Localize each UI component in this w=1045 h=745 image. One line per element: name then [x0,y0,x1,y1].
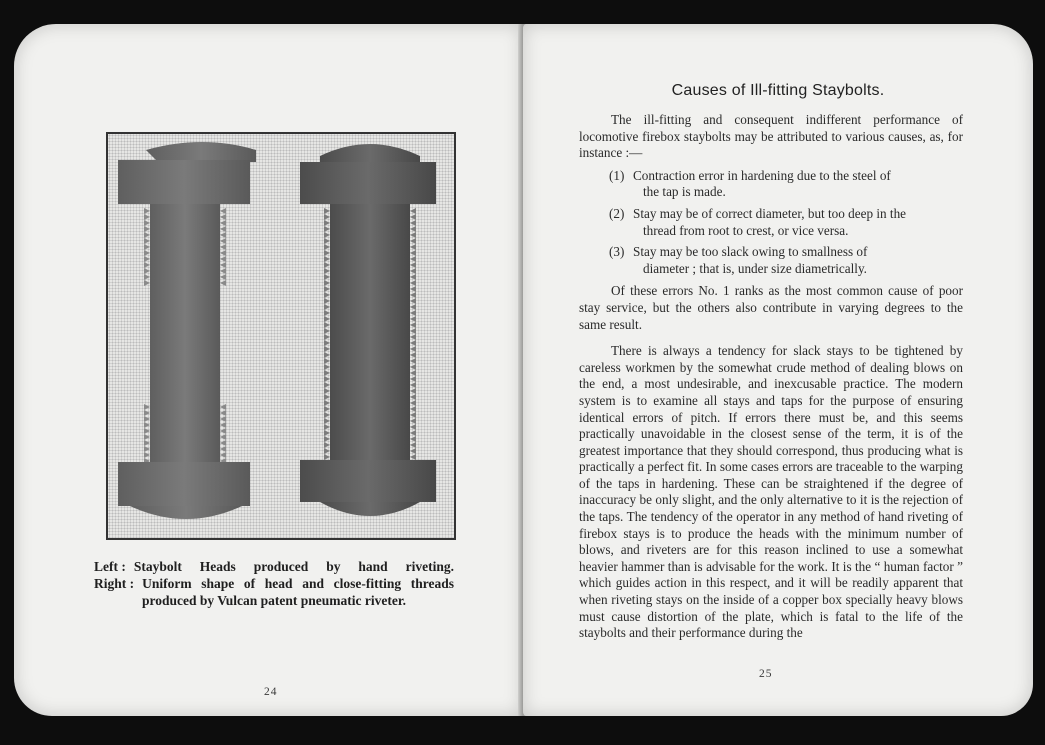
thread-ridge [324,298,330,304]
thread-ridge [220,220,226,226]
thread-ridge [324,286,330,292]
thread-ridge [220,452,226,458]
thread-ridge [220,416,226,422]
thread-ridge [410,310,416,316]
caption-right-text-line1: Uniform shape of head and close-fitting threads [142,576,454,591]
thread-ridge [220,428,226,434]
thread-ridge [324,334,330,340]
list-item-number: (1) [609,167,625,183]
thread-ridge [220,434,226,440]
thread-ridge [144,244,150,250]
thread-ridge [324,256,330,262]
thread-ridge [324,238,330,244]
thread-ridge [220,214,226,220]
thread-ridge [410,316,416,322]
list-item-line1: Contraction error in hardening due to the steel of [633,167,891,183]
thread-ridge [324,274,330,280]
thread-ridge [144,268,150,274]
list-item-line1: Stay may be too slack owing to smallness of [633,244,868,260]
thread-ridge [410,370,416,376]
caption-left-text: Staybolt Heads produced by hand riveting. [133,559,454,574]
thread-ridge [220,410,226,416]
thread-ridge [220,280,226,286]
thread-ridge [410,274,416,280]
thread-ridge [144,214,150,220]
paragraph-tendency: There is always a tendency for slack stays to be tightened by careless workmen by the somewhat crude method of dealing blows on the end, a most undesirable, and inexcusable practice. The modern system is to examine all stays and taps for the purpose of ensuring identical errors of pitch. If errors there must be, and this seems practically unavoidable in the closest sense of the term, it is of the greatest importance that they should correspond, thus producing what is practically a perfect fit. In some cases errors are traceable to the warping of the taps in hardening. These can be straightened if the degree of inaccuracy be only slight, and the only alternative to it is the rejection of the taps. The tendency of the operator in any method of hand riveting of firebox stays is to produce the heads with the minimum number of blows, and riveters are for this reason inclined to use a somewhat heavier hammer than is advisable for the work. It is the “ human factor ” which guides action in this respect, and it will be readily apparent that when riveting stays on the inside of a copper box specially heavy blows must cause distortion of the plate, which is fatal to the life of the staybolts and their performance during the [579,343,963,641]
thread-ridge [324,250,330,256]
causes-list [609,168,963,278]
list-item-line2: the tap is made. [643,184,726,200]
thread-ridge [410,232,416,238]
thread-ridge [324,388,330,394]
page-heading: Causes of Ill-fitting Staybolts. [671,82,885,99]
staybolt-drawing [108,134,454,538]
thread-ridge [144,256,150,262]
thread-ridge [410,256,416,262]
thread-ridge [324,292,330,298]
thread-ridge [324,442,330,448]
thread-ridge [410,388,416,394]
thread-ridge [144,440,150,446]
thread-ridge [324,382,330,388]
thread-ridge [410,262,416,268]
caption-right-label: Right : [94,576,135,591]
thread-ridge [324,430,330,436]
thread-ridge [144,238,150,244]
thread-ridge [324,208,330,214]
thread-ridge [324,214,330,220]
thread-ridge [324,346,330,352]
thread-ridge [410,214,416,220]
thread-ridge [410,424,416,430]
thread-ridge [144,232,150,238]
thread-ridge [410,340,416,346]
thread-ridge [410,268,416,274]
thread-ridge [410,238,416,244]
page-number-right: 25 [759,668,773,680]
left-staybolt [118,142,256,519]
thread-ridge [324,268,330,274]
list-item [609,168,963,201]
thread-ridge [410,364,416,370]
thread-ridge [410,280,416,286]
thread-ridge [410,400,416,406]
thread-ridge [410,292,416,298]
thread-ridge [324,244,330,250]
thread-ridge [220,232,226,238]
thread-ridge [144,422,150,428]
thread-ridge [144,410,150,416]
thread-ridge [410,376,416,382]
thread-ridge [324,358,330,364]
thread-ridge [410,298,416,304]
thread-ridge [144,280,150,286]
thread-ridge [410,442,416,448]
thread-ridge [410,334,416,340]
thread-ridge [324,376,330,382]
right-staybolt [300,144,436,516]
thread-ridge [324,364,330,370]
thread-ridge [324,316,330,322]
caption-right-text-line2: produced by Vulcan patent pneumatic riveter. [141,593,407,608]
thread-ridge [324,448,330,454]
list-item-line2: thread from root to crest, or vice versa. [643,222,849,238]
thread-ridge [410,250,416,256]
thread-ridge [220,440,226,446]
thread-ridge [144,220,150,226]
thread-ridge [220,268,226,274]
thread-ridge [410,418,416,424]
thread-ridge [410,226,416,232]
thread-ridge [410,322,416,328]
thread-ridge [220,256,226,262]
thread-ridge [324,340,330,346]
thread-ridge [324,418,330,424]
thread-ridge [144,446,150,452]
thread-ridge [410,448,416,454]
thread-ridge [220,446,226,452]
thread-ridge [144,404,150,410]
thread-ridge [410,346,416,352]
thread-ridge [410,394,416,400]
thread-ridge [324,406,330,412]
thread-ridge [324,304,330,310]
thread-ridge [144,208,150,214]
thread-ridge [144,434,150,440]
thread-ridge [220,274,226,280]
thread-ridge [410,286,416,292]
thread-ridge [324,226,330,232]
thread-ridge [324,310,330,316]
thread-ridge [324,328,330,334]
thread-ridge [324,412,330,418]
thread-ridge [144,274,150,280]
list-item-number: (2) [609,205,625,221]
paragraph-errors: Of these errors No. 1 ranks as the most common cause of poor stay service, but the others also contribute in varying degrees to the same result. [579,283,963,332]
intro-paragraph: The ill-fitting and consequent indifferent performance of locomotive firebox staybolts may be attributed to various causes, as, for instance :— [579,112,963,161]
list-item-line1: Stay may be of correct diameter, but too deep in the [633,205,907,221]
thread-ridge [144,452,150,458]
illustration-caption [94,558,454,609]
thread-ridge [410,412,416,418]
thread-ridge [324,352,330,358]
thread-ridge [144,226,150,232]
thread-ridge [410,244,416,250]
staybolt-illustration [106,132,456,540]
page-body [579,112,963,648]
thread-ridge [220,262,226,268]
list-item-number: (3) [609,244,625,260]
thread-ridge [410,406,416,412]
page-number-left: 24 [264,686,278,698]
caption-left-label: Left : [94,559,126,574]
list-item [609,244,963,277]
thread-ridge [410,358,416,364]
thread-ridge [324,280,330,286]
thread-ridge [144,262,150,268]
thread-ridge [324,232,330,238]
thread-ridge [220,238,226,244]
thread-ridge [410,304,416,310]
thread-ridge [410,430,416,436]
right-page [523,24,1033,716]
thread-ridge [324,394,330,400]
thread-ridge [220,250,226,256]
thread-ridge [144,428,150,434]
thread-ridge [410,436,416,442]
thread-ridge [410,220,416,226]
thread-ridge [410,328,416,334]
thread-ridge [410,208,416,214]
list-item-line2: diameter ; that is, under size diametrically. [643,260,867,276]
thread-ridge [220,226,226,232]
thread-ridge [144,250,150,256]
thread-ridge [220,244,226,250]
thread-ridge [324,436,330,442]
left-page [14,24,522,716]
thread-ridge [324,262,330,268]
thread-ridge [324,322,330,328]
list-item [609,206,963,239]
thread-ridge [324,220,330,226]
thread-ridge [324,370,330,376]
thread-ridge [220,422,226,428]
thread-ridge [220,404,226,410]
thread-ridge [410,454,416,460]
thread-ridge [410,352,416,358]
thread-ridge [144,416,150,422]
thread-ridge [324,400,330,406]
thread-ridge [324,454,330,460]
thread-ridge [220,208,226,214]
thread-ridge [410,382,416,388]
thread-ridge [324,424,330,430]
